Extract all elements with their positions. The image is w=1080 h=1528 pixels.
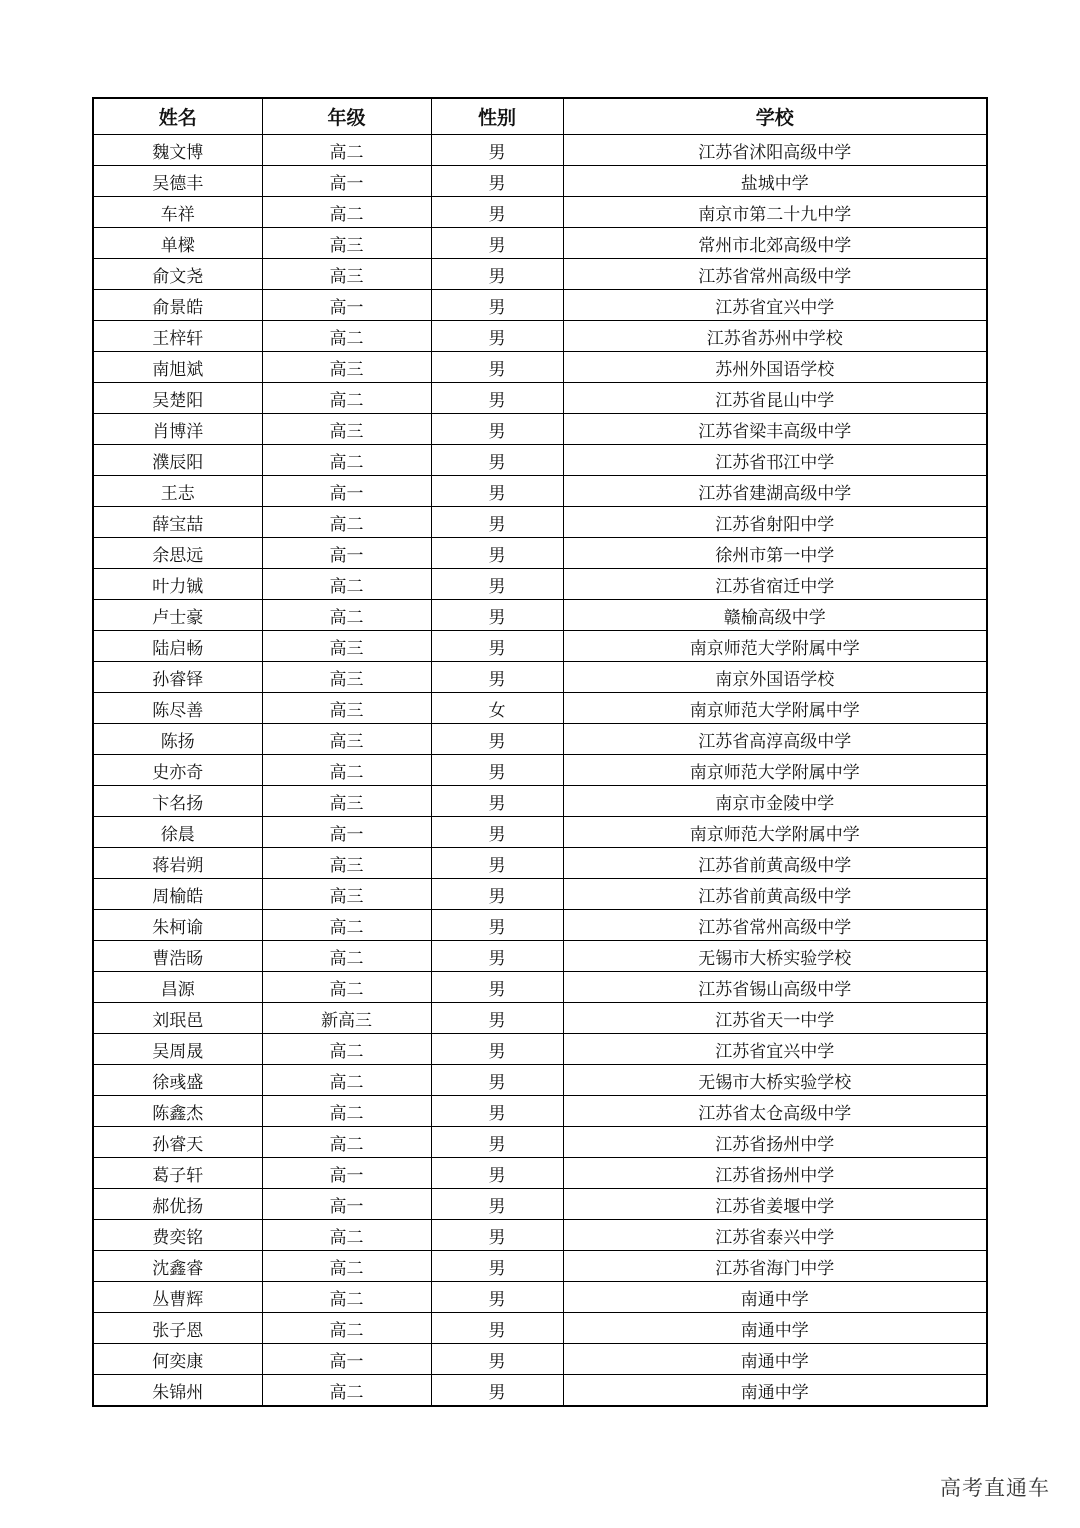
cell-name: 余思远 — [93, 538, 262, 569]
cell-grade: 高三 — [262, 662, 431, 693]
cell-grade: 高三 — [262, 631, 431, 662]
cell-school: 江苏省姜堰中学 — [563, 1189, 987, 1220]
cell-grade: 高二 — [262, 321, 431, 352]
cell-gender: 男 — [431, 321, 563, 352]
cell-gender: 男 — [431, 259, 563, 290]
cell-gender: 男 — [431, 569, 563, 600]
cell-gender: 男 — [431, 197, 563, 228]
cell-grade: 高一 — [262, 166, 431, 197]
table-row — [93, 166, 987, 197]
cell-school: 南通中学 — [563, 1313, 987, 1344]
cell-gender: 男 — [431, 1344, 563, 1375]
cell-name: 孙睿天 — [93, 1127, 262, 1158]
cell-school: 南京师范大学附属中学 — [563, 817, 987, 848]
cell-gender: 男 — [431, 1065, 563, 1096]
cell-school: 江苏省宿迁中学 — [563, 569, 987, 600]
cell-gender: 男 — [431, 507, 563, 538]
cell-name: 费奕铭 — [93, 1220, 262, 1251]
cell-name: 王志 — [93, 476, 262, 507]
cell-grade: 高三 — [262, 879, 431, 910]
cell-name: 陈鑫杰 — [93, 1096, 262, 1127]
table-row — [93, 135, 987, 166]
cell-grade: 高三 — [262, 228, 431, 259]
cell-school: 南京市第二十九中学 — [563, 197, 987, 228]
table-row — [93, 1189, 987, 1220]
table-row — [93, 414, 987, 445]
table-row — [93, 724, 987, 755]
cell-name: 肖博洋 — [93, 414, 262, 445]
header-name: 姓名 — [93, 98, 262, 135]
table-row — [93, 817, 987, 848]
cell-name: 蒋岩朔 — [93, 848, 262, 879]
cell-name: 俞景皓 — [93, 290, 262, 321]
table-row — [93, 259, 987, 290]
cell-gender: 男 — [431, 755, 563, 786]
header-gender: 性别 — [431, 98, 563, 135]
cell-gender: 男 — [431, 972, 563, 1003]
cell-gender: 男 — [431, 724, 563, 755]
cell-school: 江苏省泰兴中学 — [563, 1220, 987, 1251]
table-row — [93, 1375, 987, 1407]
cell-name: 吴楚阳 — [93, 383, 262, 414]
cell-grade: 高二 — [262, 1282, 431, 1313]
table-row — [93, 1096, 987, 1127]
cell-grade: 高一 — [262, 476, 431, 507]
cell-school: 赣榆高级中学 — [563, 600, 987, 631]
cell-grade: 高三 — [262, 414, 431, 445]
cell-grade: 高一 — [262, 1158, 431, 1189]
cell-school: 江苏省沭阳高级中学 — [563, 135, 987, 166]
cell-school: 盐城中学 — [563, 166, 987, 197]
cell-name: 何奕康 — [93, 1344, 262, 1375]
cell-gender: 男 — [431, 476, 563, 507]
table-row — [93, 972, 987, 1003]
cell-name: 卢士豪 — [93, 600, 262, 631]
cell-name: 薛宝喆 — [93, 507, 262, 538]
table-row — [93, 1034, 987, 1065]
cell-school: 江苏省梁丰高级中学 — [563, 414, 987, 445]
cell-school: 江苏省高淳高级中学 — [563, 724, 987, 755]
cell-grade: 高二 — [262, 910, 431, 941]
table-header-row — [93, 98, 987, 135]
cell-gender: 男 — [431, 135, 563, 166]
cell-gender: 男 — [431, 228, 563, 259]
table-row — [93, 445, 987, 476]
cell-grade: 高二 — [262, 445, 431, 476]
table-row — [93, 755, 987, 786]
cell-grade: 高二 — [262, 1096, 431, 1127]
table-row — [93, 1313, 987, 1344]
cell-gender: 男 — [431, 352, 563, 383]
cell-school: 徐州市第一中学 — [563, 538, 987, 569]
cell-grade: 高三 — [262, 693, 431, 724]
cell-grade: 高二 — [262, 569, 431, 600]
table-row — [93, 1127, 987, 1158]
cell-gender: 男 — [431, 631, 563, 662]
table-row — [93, 1158, 987, 1189]
cell-gender: 男 — [431, 414, 563, 445]
watermark-text: 高考直通车 — [940, 1476, 1050, 1500]
table-row — [93, 1003, 987, 1034]
table-row — [93, 1282, 987, 1313]
cell-name: 陈扬 — [93, 724, 262, 755]
cell-school: 江苏省前黄高级中学 — [563, 879, 987, 910]
cell-gender: 男 — [431, 290, 563, 321]
cell-grade: 高二 — [262, 383, 431, 414]
cell-name: 周榆皓 — [93, 879, 262, 910]
cell-gender: 男 — [431, 166, 563, 197]
cell-school: 江苏省扬州中学 — [563, 1127, 987, 1158]
cell-school: 江苏省射阳中学 — [563, 507, 987, 538]
table-row — [93, 600, 987, 631]
table-row — [93, 538, 987, 569]
cell-name: 吴德丰 — [93, 166, 262, 197]
cell-school: 江苏省宜兴中学 — [563, 1034, 987, 1065]
cell-name: 王梓轩 — [93, 321, 262, 352]
cell-school: 南京师范大学附属中学 — [563, 755, 987, 786]
cell-grade: 高一 — [262, 538, 431, 569]
cell-gender: 男 — [431, 1251, 563, 1282]
cell-grade: 高一 — [262, 1189, 431, 1220]
cell-grade: 高三 — [262, 848, 431, 879]
cell-grade: 高二 — [262, 941, 431, 972]
cell-grade: 高三 — [262, 259, 431, 290]
cell-school: 江苏省苏州中学校 — [563, 321, 987, 352]
cell-name: 陆启畅 — [93, 631, 262, 662]
cell-school: 无锡市大桥实验学校 — [563, 941, 987, 972]
cell-name: 魏文博 — [93, 135, 262, 166]
cell-name: 徐晨 — [93, 817, 262, 848]
table-row — [93, 910, 987, 941]
cell-school: 江苏省扬州中学 — [563, 1158, 987, 1189]
cell-grade: 高二 — [262, 600, 431, 631]
cell-grade: 高二 — [262, 197, 431, 228]
cell-gender: 男 — [431, 1189, 563, 1220]
table-row — [93, 848, 987, 879]
table-row — [93, 662, 987, 693]
cell-name: 郝优扬 — [93, 1189, 262, 1220]
cell-name: 丛曹辉 — [93, 1282, 262, 1313]
cell-gender: 男 — [431, 941, 563, 972]
cell-name: 单樑 — [93, 228, 262, 259]
table-row — [93, 569, 987, 600]
cell-name: 张子恩 — [93, 1313, 262, 1344]
cell-grade: 高三 — [262, 724, 431, 755]
table-row — [93, 1220, 987, 1251]
cell-school: 南京外国语学校 — [563, 662, 987, 693]
cell-gender: 男 — [431, 848, 563, 879]
table-row — [93, 786, 987, 817]
cell-gender: 男 — [431, 910, 563, 941]
table-row — [93, 383, 987, 414]
cell-school: 南京市金陵中学 — [563, 786, 987, 817]
roster-table — [92, 97, 988, 1407]
cell-school: 江苏省邗江中学 — [563, 445, 987, 476]
table-row — [93, 290, 987, 321]
cell-gender: 男 — [431, 1003, 563, 1034]
cell-grade: 高二 — [262, 1313, 431, 1344]
cell-name: 朱柯谕 — [93, 910, 262, 941]
cell-grade: 高二 — [262, 1375, 431, 1407]
cell-gender: 男 — [431, 445, 563, 476]
cell-school: 江苏省前黄高级中学 — [563, 848, 987, 879]
cell-school: 南京师范大学附属中学 — [563, 693, 987, 724]
cell-grade: 高三 — [262, 352, 431, 383]
cell-name: 俞文尧 — [93, 259, 262, 290]
cell-gender: 男 — [431, 1096, 563, 1127]
cell-gender: 男 — [431, 1375, 563, 1407]
table-row — [93, 1251, 987, 1282]
cell-name: 曹浩旸 — [93, 941, 262, 972]
header-grade: 年级 — [262, 98, 431, 135]
cell-school: 苏州外国语学校 — [563, 352, 987, 383]
cell-gender: 男 — [431, 600, 563, 631]
cell-name: 刘珉邑 — [93, 1003, 262, 1034]
cell-grade: 高三 — [262, 786, 431, 817]
table-row — [93, 197, 987, 228]
cell-grade: 高二 — [262, 1127, 431, 1158]
cell-school: 无锡市大桥实验学校 — [563, 1065, 987, 1096]
cell-school: 南通中学 — [563, 1344, 987, 1375]
table-row — [93, 228, 987, 259]
cell-grade: 新高三 — [262, 1003, 431, 1034]
cell-gender: 男 — [431, 1034, 563, 1065]
cell-name: 昌源 — [93, 972, 262, 1003]
cell-school: 江苏省昆山中学 — [563, 383, 987, 414]
header-school: 学校 — [563, 98, 987, 135]
table-row — [93, 507, 987, 538]
cell-grade: 高二 — [262, 972, 431, 1003]
cell-grade: 高一 — [262, 290, 431, 321]
table-row — [93, 476, 987, 507]
cell-gender: 女 — [431, 693, 563, 724]
cell-gender: 男 — [431, 1158, 563, 1189]
cell-gender: 男 — [431, 1313, 563, 1344]
table-row — [93, 941, 987, 972]
cell-name: 孙睿铎 — [93, 662, 262, 693]
cell-grade: 高二 — [262, 1220, 431, 1251]
cell-name: 史亦奇 — [93, 755, 262, 786]
cell-gender: 男 — [431, 1127, 563, 1158]
cell-school: 南京师范大学附属中学 — [563, 631, 987, 662]
table-row — [93, 1344, 987, 1375]
cell-gender: 男 — [431, 879, 563, 910]
cell-gender: 男 — [431, 662, 563, 693]
cell-name: 吴周晟 — [93, 1034, 262, 1065]
cell-school: 江苏省宜兴中学 — [563, 290, 987, 321]
cell-school: 江苏省海门中学 — [563, 1251, 987, 1282]
cell-grade: 高一 — [262, 1344, 431, 1375]
cell-grade: 高二 — [262, 1251, 431, 1282]
table-row — [93, 631, 987, 662]
cell-gender: 男 — [431, 1282, 563, 1313]
cell-name: 徐彧盛 — [93, 1065, 262, 1096]
cell-grade: 高二 — [262, 1065, 431, 1096]
table-body — [93, 135, 987, 1407]
cell-school: 南通中学 — [563, 1375, 987, 1407]
cell-gender: 男 — [431, 383, 563, 414]
cell-name: 濮辰阳 — [93, 445, 262, 476]
cell-grade: 高二 — [262, 1034, 431, 1065]
table-row — [93, 1065, 987, 1096]
cell-grade: 高一 — [262, 817, 431, 848]
table-row — [93, 321, 987, 352]
cell-school: 江苏省太仓高级中学 — [563, 1096, 987, 1127]
cell-school: 江苏省锡山高级中学 — [563, 972, 987, 1003]
cell-school: 南通中学 — [563, 1282, 987, 1313]
cell-grade: 高二 — [262, 755, 431, 786]
cell-school: 江苏省建湖高级中学 — [563, 476, 987, 507]
cell-gender: 男 — [431, 786, 563, 817]
cell-name: 南旭斌 — [93, 352, 262, 383]
cell-school: 江苏省常州高级中学 — [563, 259, 987, 290]
cell-school: 江苏省天一中学 — [563, 1003, 987, 1034]
table-row — [93, 352, 987, 383]
table-row — [93, 693, 987, 724]
cell-name: 葛子轩 — [93, 1158, 262, 1189]
cell-name: 卞名扬 — [93, 786, 262, 817]
cell-gender: 男 — [431, 1220, 563, 1251]
cell-name: 朱锦州 — [93, 1375, 262, 1407]
cell-gender: 男 — [431, 817, 563, 848]
cell-name: 沈鑫睿 — [93, 1251, 262, 1282]
cell-name: 叶力铖 — [93, 569, 262, 600]
cell-grade: 高二 — [262, 135, 431, 166]
cell-gender: 男 — [431, 538, 563, 569]
cell-name: 车祥 — [93, 197, 262, 228]
cell-school: 江苏省常州高级中学 — [563, 910, 987, 941]
cell-grade: 高二 — [262, 507, 431, 538]
cell-school: 常州市北郊高级中学 — [563, 228, 987, 259]
table-row — [93, 879, 987, 910]
cell-name: 陈尽善 — [93, 693, 262, 724]
